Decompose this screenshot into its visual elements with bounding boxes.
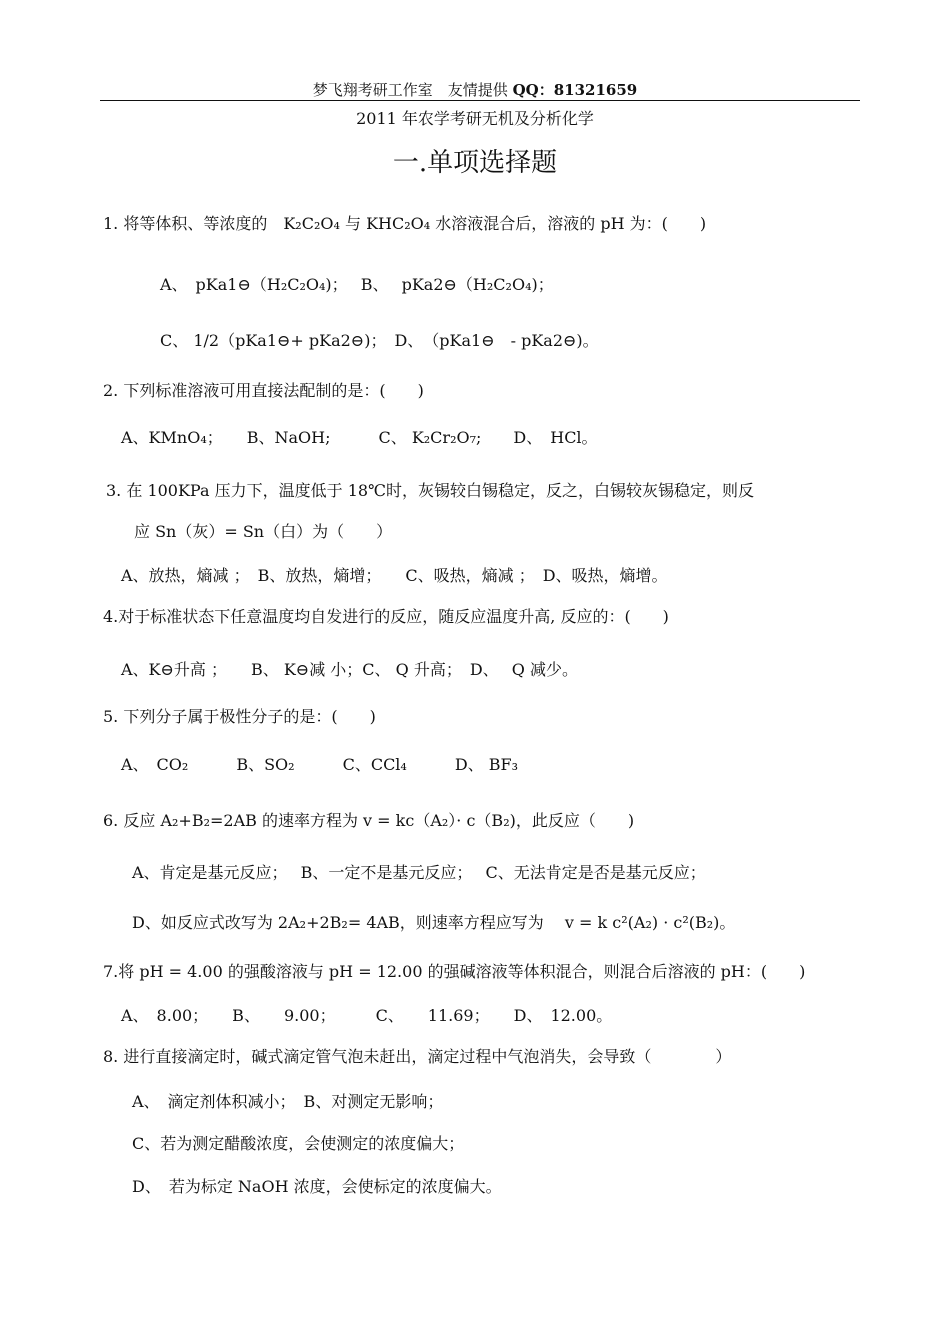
section-title: 一.单项选择题 <box>392 148 558 178</box>
question-stem: 5. 下列分子属于极性分子的是：( ) <box>103 707 376 726</box>
option-line: D、 若为标定 NaOH 浓度，会使标定的浓度偏大。 <box>132 1177 502 1196</box>
option-line: A、KMnO₄； B、NaOH; C、 K₂Cr₂O₇; D、 HCl。 <box>121 428 598 447</box>
option-line: A、放热，熵减 ； B、放热，熵增； C、吸热，熵减 ； D、吸热，熵增。 <box>121 566 668 585</box>
option-line: A、 滴定剂体积减小； B、对测定无影响； <box>132 1092 444 1111</box>
question-stem: 应 Sn（灰）= Sn（白）为（ ） <box>134 522 393 541</box>
question-stem: 1. 将等体积、等浓度的 K₂C₂O₄ 与 KHC₂O₄ 水溶液混合后，溶液的 pH 为：( ) <box>103 214 707 233</box>
header-rule <box>100 100 860 101</box>
page-header <box>0 80 950 100</box>
option-line: D、如反应式改写为 2A₂+2B₂= 4AB，则速率方程应写为 v = k c²(A₂) · c²(B₂)。 <box>132 913 736 932</box>
option-line: A、肯定是基元反应； B、一定不是基元反应； C、无法肯定是否是基元反应； <box>132 863 706 882</box>
option-line: A、 pKa1⊖（H₂C₂O₄)； B、 pKa2⊖（H₂C₂O₄)； <box>160 275 554 294</box>
option-line: C、 1/2（pKa1⊖+ pKa2⊖)； D、 （pKa1⊖ - pKa2⊖)。 <box>160 331 599 350</box>
question-stem: 7.将 pH = 4.00 的强酸溶液与 pH = 12.00 的强碱溶液等体积混合，则混合后溶液的 pH：( ) <box>103 962 806 981</box>
question-stem: 3. 在 100KPa 压力下，温度低于 18℃时，灰锡较白锡稳定，反之，白锡较灰锡稳定，则反 <box>106 481 754 500</box>
question-stem: 2. 下列标准溶液可用直接法配制的是：( ) <box>103 381 424 400</box>
question-stem: 6. 反应 A₂+B₂=2AB 的速率方程为 v = kc（A₂）· c（B₂)，此反应（ ) <box>103 811 635 830</box>
option-line: A、 8.00； B、 9.00； C、 11.69； D、 12.00。 <box>121 1006 613 1025</box>
option-line: A、 CO₂ B、SO₂ C、CCl₄ D、 BF₃ <box>121 755 519 774</box>
option-line: A、K⊖升高 ； B、 K⊖减 小；C、 Q 升高； D、 Q 减少。 <box>121 660 578 679</box>
option-line: C、若为测定醋酸浓度，会使测定的浓度偏大； <box>132 1134 465 1153</box>
question-stem: 4.对于标准状态下任意温度均自发进行的反应，随反应温度升高, 反应的：( ) <box>103 607 669 626</box>
header-studio: 梦飞翔考研工作室 友情提供 <box>312 81 508 99</box>
exam-subtitle: 2011 年农学考研无机及分析化学 <box>356 109 594 128</box>
header-qq: QQ：81321659 <box>512 81 638 99</box>
question-stem: 8. 进行直接滴定时，碱式滴定管气泡未赶出，滴定过程中气泡消失，会导致（ ） <box>103 1047 732 1066</box>
